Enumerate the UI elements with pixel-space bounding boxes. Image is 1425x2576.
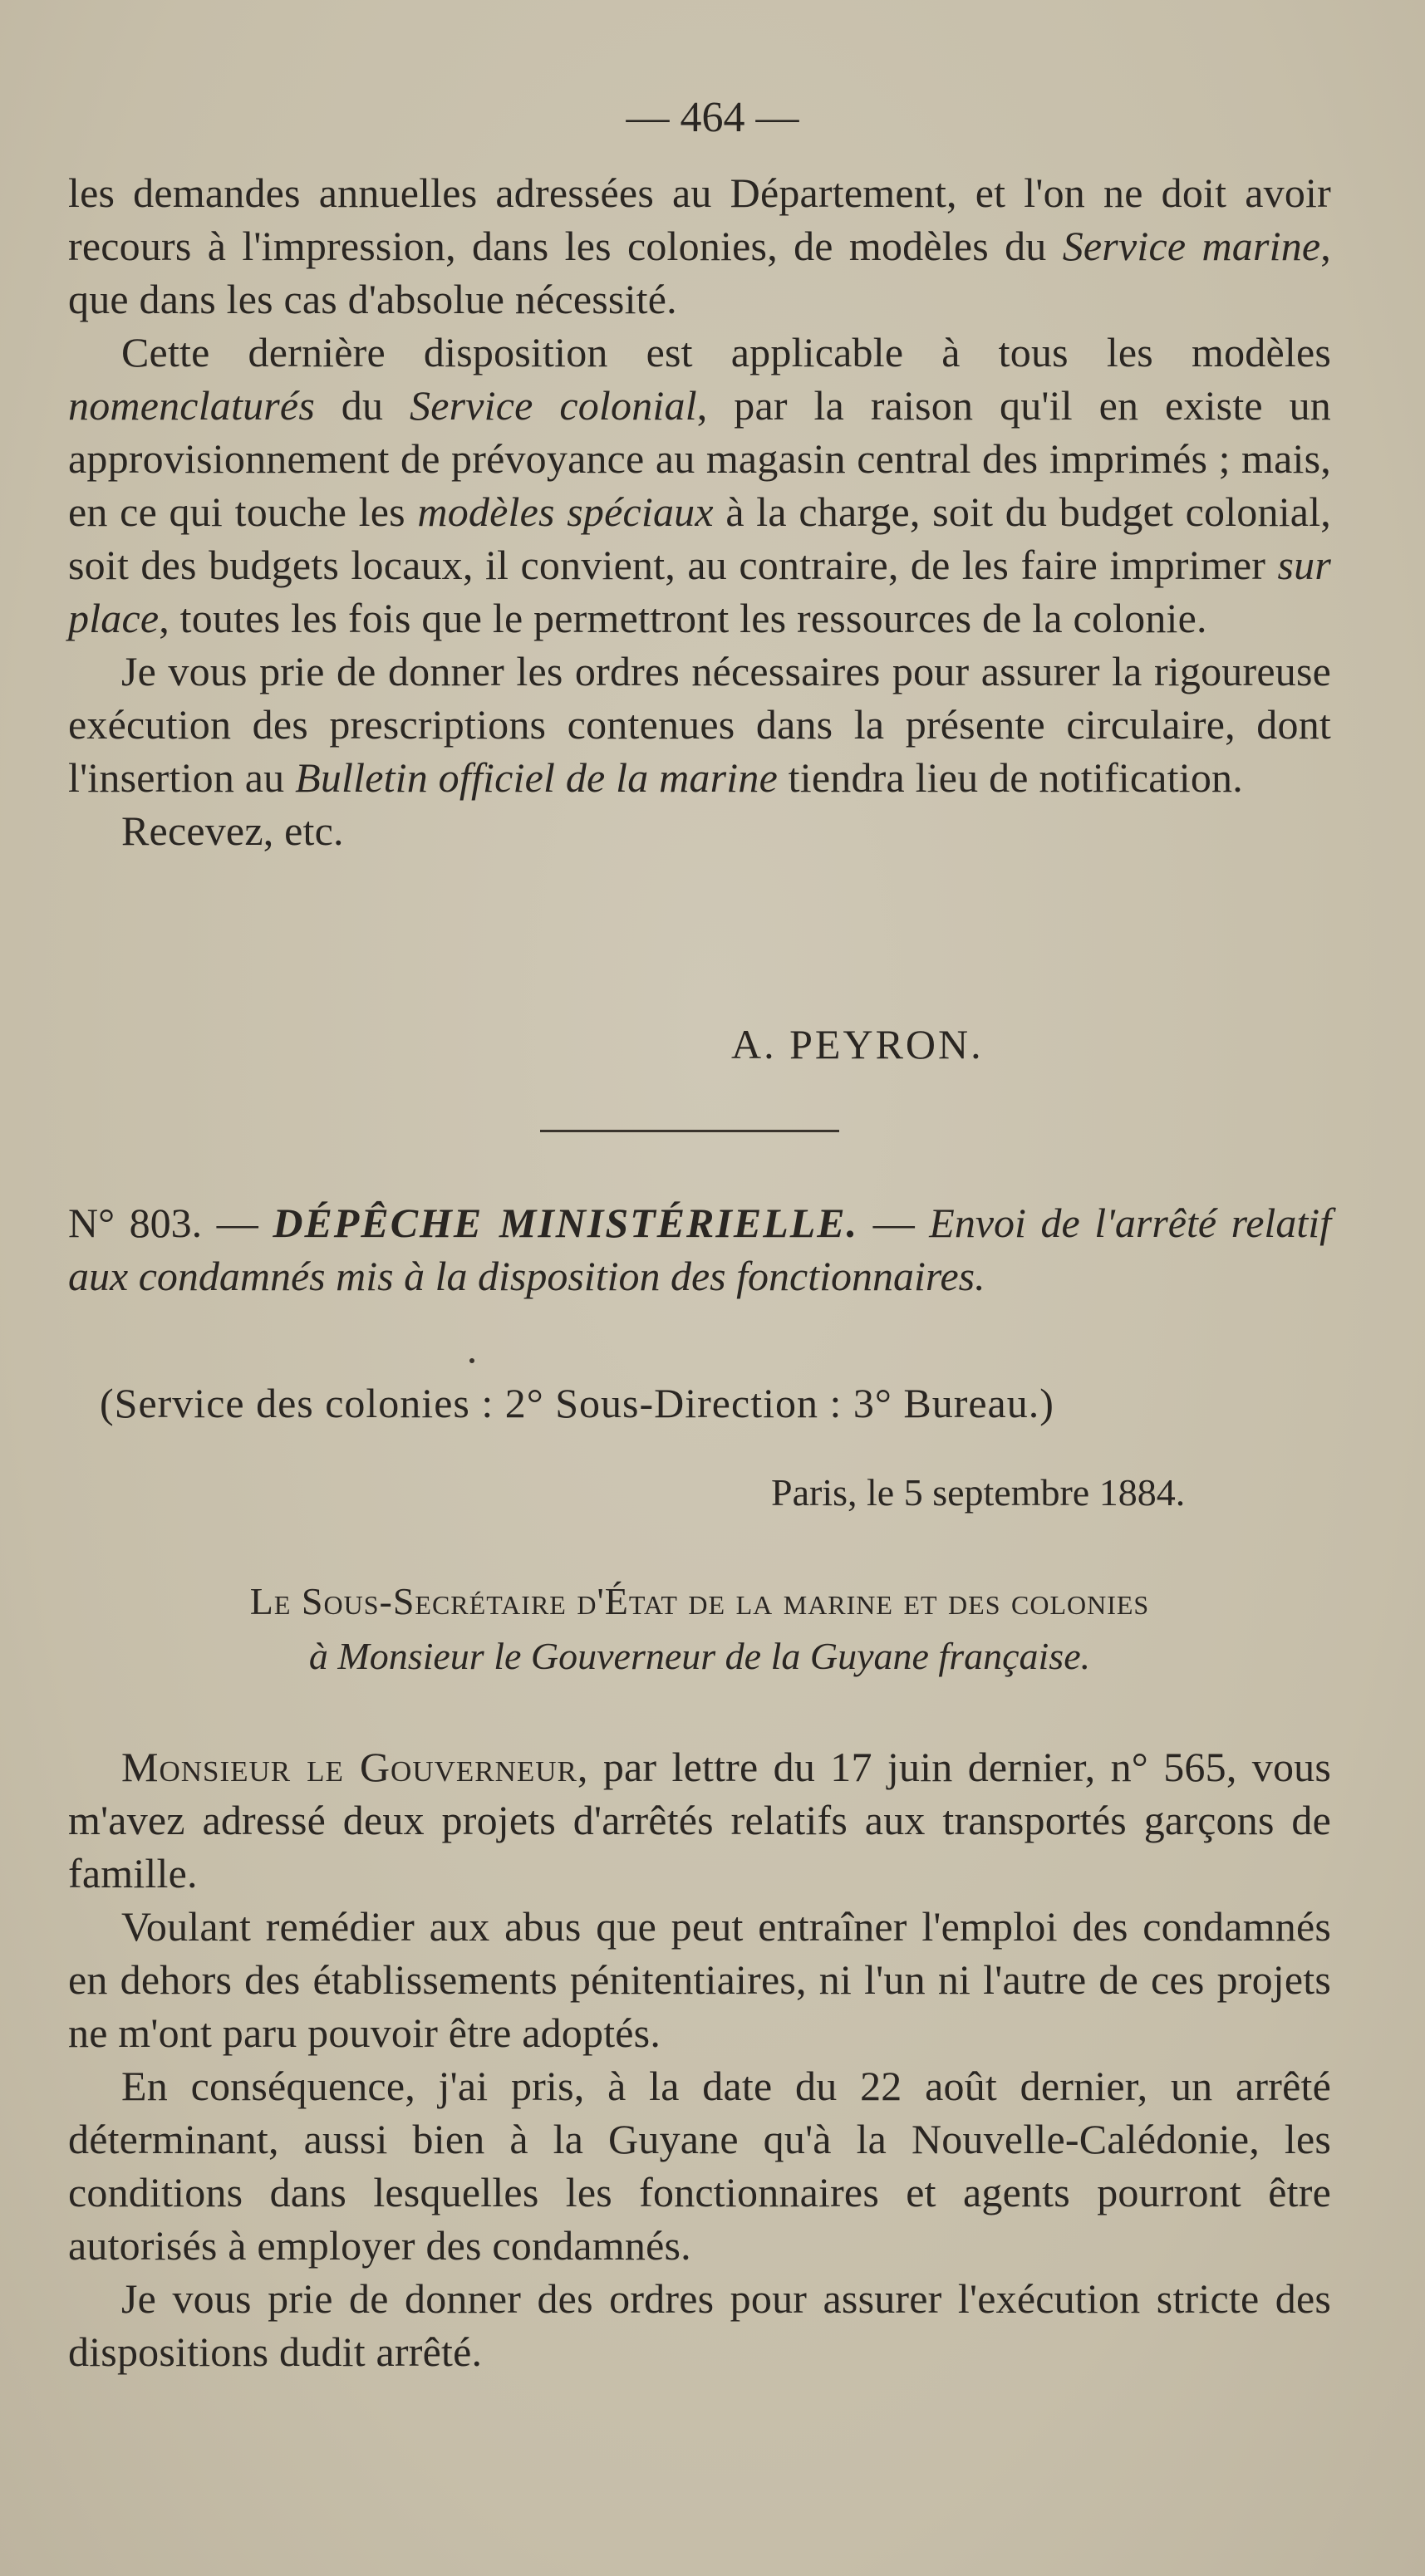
p2-italic-sur-place: sur place bbox=[68, 542, 1331, 641]
dispatch-heading bbox=[68, 1196, 1331, 1303]
paragraph-3 bbox=[68, 645, 1331, 804]
closing-line: Recevez, etc. bbox=[121, 807, 344, 854]
date-line: Paris, le 5 septembre 1884. bbox=[771, 1471, 1186, 1514]
ink-dot bbox=[469, 1358, 474, 1363]
p2-text-c: du bbox=[315, 382, 410, 429]
p2-text-g: à la charge, soit du budget colonial, soit des budgets locaux, il convient, au contraire, de les faire imprimer bbox=[68, 488, 1331, 588]
dispatch-type: DÉPÊCHE MINISTÉRIELLE. bbox=[273, 1200, 859, 1246]
addressee-block bbox=[68, 1574, 1331, 1684]
sender-title: Le Sous-Secrétaire d'État de la marine et des colonies bbox=[249, 1580, 1150, 1622]
p3-text-a: Je vous prie de donner les ordres nécessaires pour assurer la rigoureuse exécution des prescriptions contenues dans la présente circulaire, dont l'insertion au bbox=[68, 648, 1331, 801]
service-line: (Service des colonies : 2° Sous-Direction : 3° Bureau.) bbox=[100, 1380, 1054, 1426]
body-paragraph-1-text: , par lettre du 17 juin dernier, n° 565, vous m'avez adressé deux projets d'arrêtés relatifs aux transportés garçons de famille. bbox=[68, 1744, 1331, 1896]
p3-text-c: tiendra lieu de notification. bbox=[777, 754, 1243, 801]
p2-text-a: Cette dernière disposition est applicable à tous les modèles bbox=[121, 329, 1331, 375]
page-number: — 464 — bbox=[626, 94, 799, 141]
body-paragraph-1 bbox=[68, 1740, 1331, 1900]
paragraph-2 bbox=[68, 326, 1331, 645]
p1-text-a: les demandes annuelles adressées au Département, et l'on ne doit avoir recours à l'impression, dans les colonies, de modèles du bbox=[68, 169, 1331, 269]
p3-italic-bulletin: Bulletin officiel de la marine bbox=[295, 754, 778, 801]
p2-italic-nomenclatures: nomenclaturés bbox=[68, 382, 315, 429]
p1-italic-service-marine: Service marine bbox=[1062, 223, 1321, 269]
body-paragraph-3: En conséquence, j'ai pris, à la date du 22 août dernier, un arrêté déterminant, aussi bien à la Guyane qu'à la Nouvelle-Calédonie, les conditions dans lesquelles les fonctionnaires et agents pourront être autorisés à employer des condamnés. bbox=[68, 2063, 1331, 2269]
signature: A. PEYRON. bbox=[731, 1021, 984, 1067]
salutation: Monsieur le Gouverneur bbox=[121, 1744, 577, 1790]
recipient-text: à Monsieur le Gouverneur de la Guyane française. bbox=[308, 1635, 1091, 1677]
body-paragraph-2: Voulant remédier aux abus que peut entraîner l'emploi des condamnés en dehors des établissements pénitentiaires, ni l'un ni l'autre de ces projets ne m'ont paru pouvoir être adoptés. bbox=[68, 1903, 1331, 2056]
recipient-line bbox=[68, 1629, 1331, 1684]
p2-italic-service-colonial: Service colonial bbox=[410, 382, 697, 429]
p1-text-c: , que dans les cas d'absolue nécessité. bbox=[68, 223, 1331, 322]
p2-text-i: , toutes les fois que le permettront les ressources de la colonie. bbox=[159, 595, 1207, 641]
dispatch-subject: Envoi de l'arrêté relatif aux condamnés mis à la disposition des fonctionnaires. bbox=[68, 1200, 1331, 1299]
dispatch-dash-2: — bbox=[858, 1200, 930, 1246]
dispatch-dash-1: — bbox=[202, 1200, 273, 1246]
body-paragraph-4: Je vous prie de donner des ordres pour assurer l'exécution stricte des dispositions dudit arrêté. bbox=[68, 2275, 1331, 2375]
p2-italic-modeles-speciaux: modèles spéciaux bbox=[417, 488, 714, 535]
section-divider bbox=[540, 1130, 839, 1132]
circular-continuation bbox=[68, 166, 1331, 857]
paragraph-1 bbox=[68, 166, 1331, 326]
dispatch-body bbox=[68, 1740, 1331, 2378]
dispatch-number: N° 803. bbox=[68, 1200, 203, 1246]
p2-text-e: , par la raison qu'il en existe un approvisionnement de prévoyance au magasin central des imprimés ; mais, en ce qui touche les bbox=[68, 382, 1332, 535]
